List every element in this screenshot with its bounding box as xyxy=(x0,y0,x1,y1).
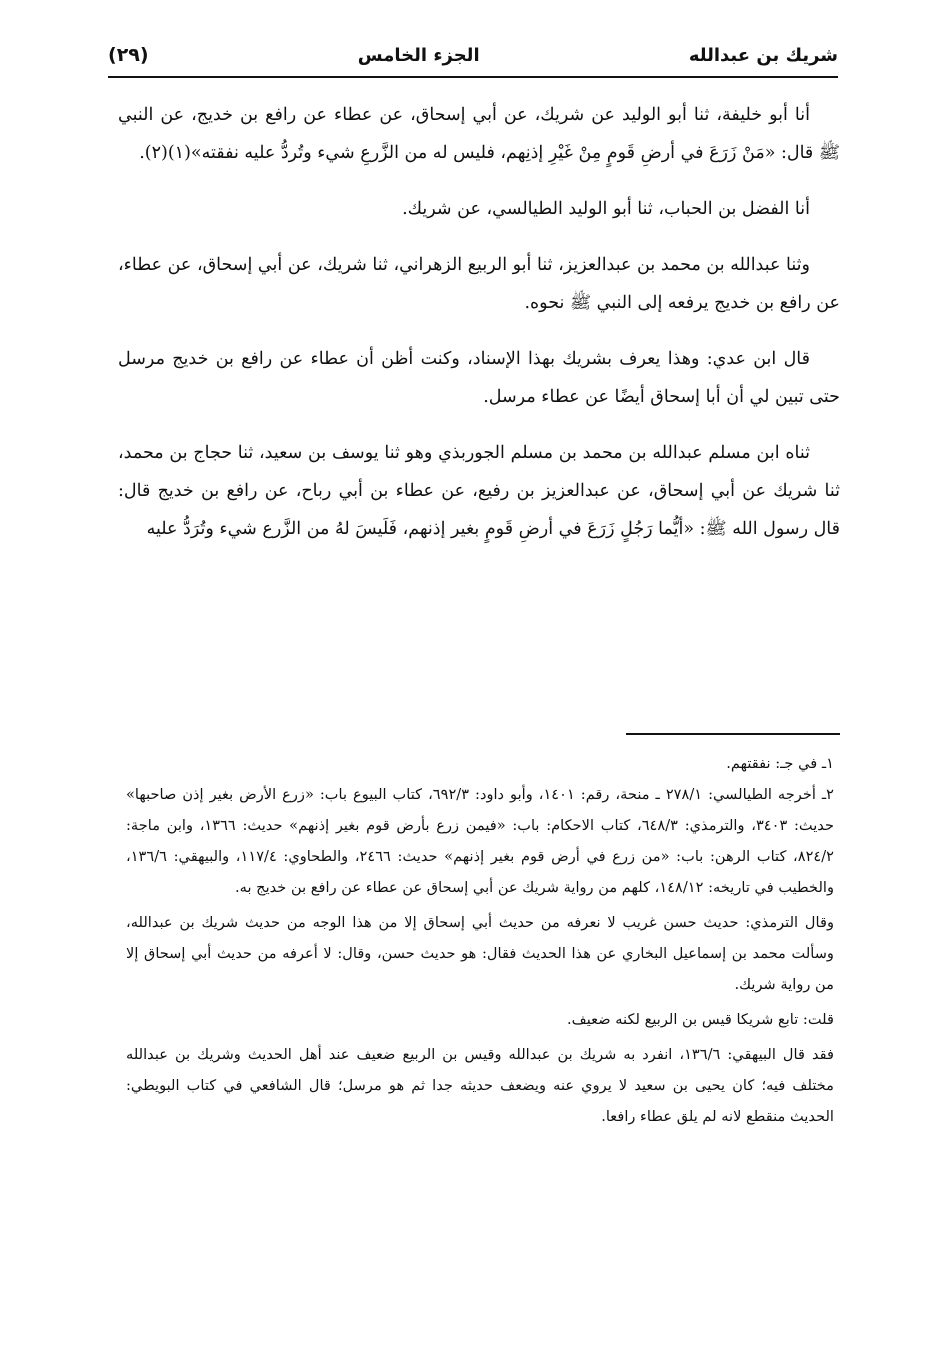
main-text xyxy=(118,96,840,566)
footnote-author-comment: قلت: تابع شريكا قيس بن الربيع لكنه ضعيف. xyxy=(567,1011,834,1028)
footnotes xyxy=(126,748,834,1132)
footnote-2: ٢ـ أخرجه الطيالسي: ٢٧٨/١ ـ منحة، رقم: ١٤٠١، وأبو داود: ٦٩٢/٣، كتاب البيوع باب: «زرع الأرض بغير إذن صاحبها» حديث: ٣٤٠٣، والترمذي: ٦٤٨/٣، كتاب الاحكام: باب: «فيمن زرع بأرض قوم بغير إذنهم» حديث: ١٣٦٦، وابن ماجة: ٨٢٤/٢، كتاب الرهن: باب: «من زرع في أرض قوم بغير إذنهم» حديث: ٢٤٦٦، والطحاوي: ١١٧/٤، والبيهقي: ١٣٦/٦، والخطيب في تاريخه: ١٤٨/١٢، كلهم من رواية شريك عن أبي إسحاق عن عطاء عن رافع بن خديج به. xyxy=(126,786,835,896)
paragraph-ibn-adi-comment: قال ابن عدي: وهذا يعرف بشريك بهذا الإسناد، وكنت أظن أن عطاء عن رافع بن خديج مرسل حتى تبين لي أن أبا إسحاق أيضًا عن عطاء مرسل. xyxy=(118,349,840,407)
page-number: (٢٩) xyxy=(108,44,149,66)
chapter-title: شريك بن عبدالله xyxy=(688,44,838,66)
paragraph-hadith-2: ثناه ابن مسلم عبدالله بن محمد بن مسلم الجوربذي وهو ثنا يوسف بن سعيد، ثنا حجاج بن محمد، ثنا شريك عن أبي إسحاق، عن عبدالعزيز بن رفيع، عن عطاء بن أبي رباح، عن رافع بن خديج قال: قال رسول الله ﷺ: «أيُّما رَجُلٍ زَرَعَ في أرضِ قَومٍ بغير إذنهم، فَلَيسَ لهُ من الزَّرع شيء وتُرَدُّ عليه xyxy=(118,443,840,539)
paragraph-hadith-1: أنا أبو خليفة، ثنا أبو الوليد عن شريك، عن أبي إسحاق، عن عطاء عن رافع بن خديج، عن النبي ﷺ قال: «مَنْ زَرَعَ في أرضِ قَومٍ مِنْ غَيْرِ إذنِهم، فليس له من الزَّرعِ شيء وتُردُّ عليه نفقته»(١)(٢). xyxy=(118,105,840,163)
paragraph-isnad-2: أنا الفضل بن الحباب، ثنا أبو الوليد الطيالسي، عن شريك. xyxy=(402,199,810,219)
running-header xyxy=(108,34,838,78)
paragraph-isnad-3: وثنا عبدالله بن محمد بن عبدالعزيز، ثنا أبو الربيع الزهراني، ثنا شريك، عن أبي إسحاق، عن عطاء، عن رافع بن خديج يرفعه إلى النبي ﷺ نحوه. xyxy=(118,255,840,313)
volume-title: الجزء الخامس xyxy=(357,44,480,66)
footnote-tirmidhi-comment: وقال الترمذي: حديث حسن غريب لا نعرفه من حديث أبي إسحاق إلا من هذا الوجه من حديث شريك بن عبدالله، وسألت محمد بن إسماعيل البخاري عن هذا الحديث فقال: هو حديث حسن، وقال: لا أعرفه من حديث أبي إسحاق إلا من رواية شريك. xyxy=(126,914,834,993)
footnote-separator xyxy=(626,733,840,735)
footnote-1: ١ـ في جـ: نفقتهم. xyxy=(726,755,834,772)
footnote-bayhaqi-comment: فقد قال البيهقي: ١٣٦/٦، انفرد به شريك بن عبدالله وقيس بن الربيع ضعيف عند أهل الحديث وشريك بن عبدالله مختلف فيه؛ كان يحيى بن سعيد لا يروي عنه ويضعف حديثه جدا ثم هو مرسل؛ قال الشافعي في كتاب البويطي: الحديث منقطع لانه لم يلق عطاء رافعا. xyxy=(126,1046,834,1125)
